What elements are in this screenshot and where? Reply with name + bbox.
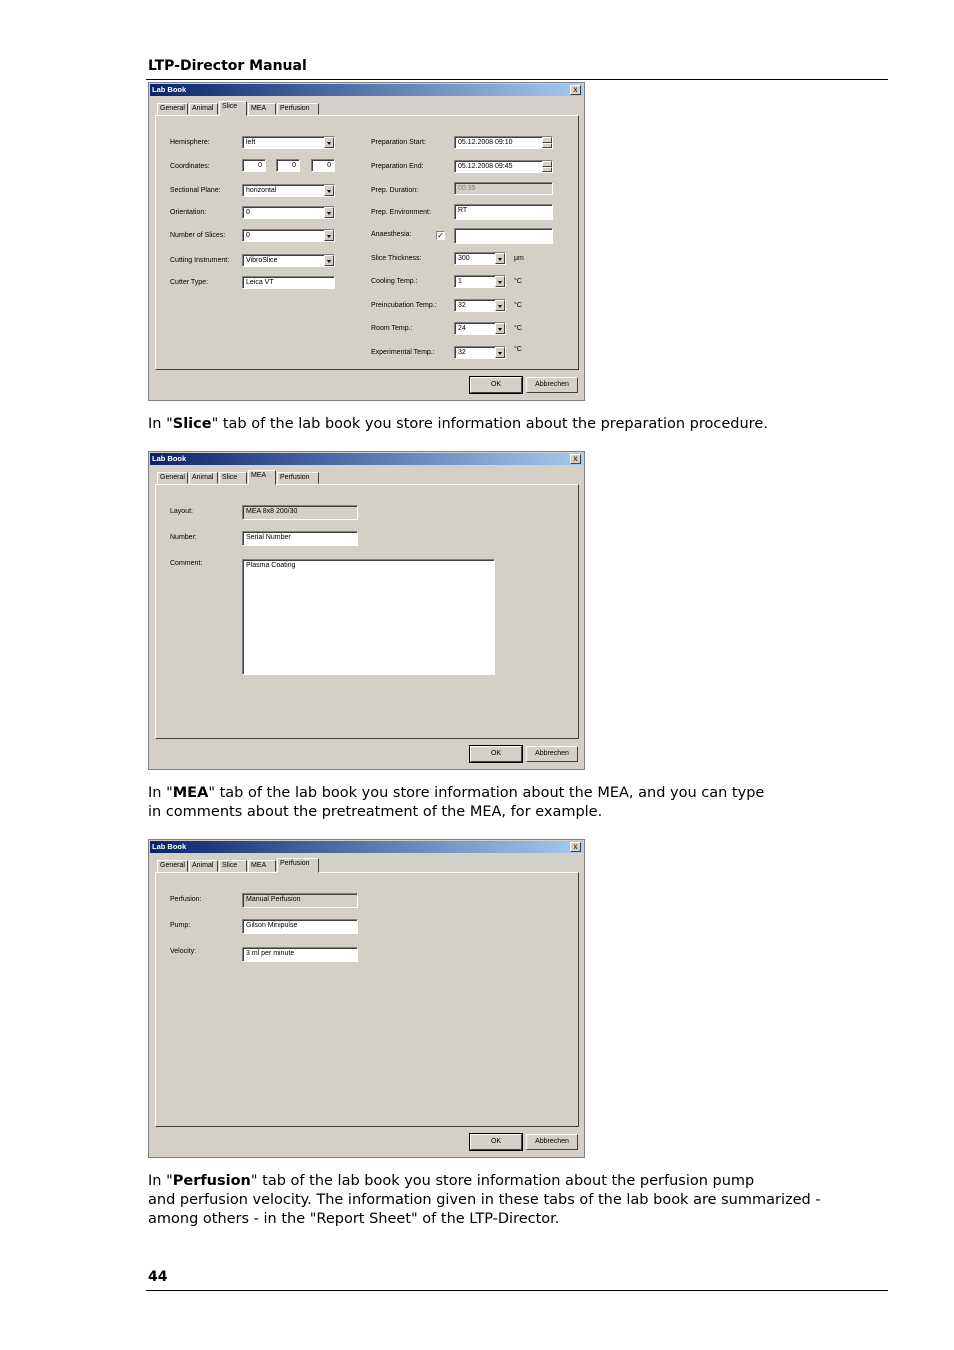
tab-slice[interactable]: Slice <box>219 472 247 484</box>
chevron-down-icon[interactable] <box>495 300 505 311</box>
tab-animal[interactable]: Animal <box>189 860 218 872</box>
tab-panel <box>155 115 579 370</box>
sectional-plane-value: horizontal <box>246 187 277 194</box>
emphasis: Slice <box>172 416 212 432</box>
tab-general[interactable]: General <box>157 860 188 872</box>
orientation-label: Orientation: <box>170 209 207 216</box>
cooling-temp-select[interactable] <box>454 275 506 288</box>
ok-button[interactable]: OK <box>470 1134 522 1150</box>
prep-end-label: Preparation End: <box>371 163 424 170</box>
close-icon[interactable]: x <box>570 85 581 95</box>
text: in comments about the pretreatment of the MEA, for example. <box>148 804 603 820</box>
sectional-plane-label: Sectional Plane: <box>170 187 221 194</box>
text: In " <box>148 416 173 432</box>
tab-perfusion[interactable]: Perfusion <box>277 103 319 115</box>
coordinate-y-field[interactable]: 0 <box>276 159 300 172</box>
ok-button[interactable]: OK <box>470 377 522 393</box>
tab-general[interactable]: General <box>157 472 188 484</box>
comment-textarea[interactable]: Plasma Coating <box>242 559 495 675</box>
text: In " <box>148 785 173 801</box>
header-rule <box>146 79 888 80</box>
number-of-slices-value: 0 <box>246 232 250 239</box>
title-bar <box>150 453 583 465</box>
number-of-slices-select[interactable] <box>242 229 335 242</box>
tab-mea[interactable]: MEA <box>248 860 276 872</box>
preincubation-temp-value: 32 <box>458 302 466 309</box>
chevron-down-icon[interactable] <box>495 253 505 264</box>
text: " tab of the lab book you store information about the MEA, and you can type <box>208 785 765 801</box>
coordinate-x-field[interactable]: 0 <box>242 159 266 172</box>
comment-label: Comment: <box>170 560 203 567</box>
tab-mea[interactable]: MEA <box>248 103 276 115</box>
cooling-temp-value: 1 <box>458 278 462 285</box>
room-temp-select[interactable] <box>454 322 506 335</box>
paragraph-slice <box>148 415 868 434</box>
text: and perfusion velocity. The information given in these tabs of the lab book are summarized - <box>148 1192 821 1208</box>
close-icon[interactable]: x <box>570 454 581 464</box>
text: " tab of the lab book you store information about the preparation procedure. <box>211 416 768 432</box>
hemisphere-value: left <box>246 139 256 146</box>
tab-general[interactable]: General <box>157 103 188 115</box>
dialog-title: Lab Book <box>152 454 187 463</box>
orientation-select[interactable] <box>242 206 335 219</box>
prep-environment-field[interactable]: RT <box>454 204 553 220</box>
layout-label: Layout: <box>170 508 193 515</box>
number-label: Number: <box>170 534 197 541</box>
cooling-temp-label: Cooling Temp.: <box>371 278 418 285</box>
running-header: LTP-Director Manual <box>148 58 307 74</box>
cutting-instrument-select[interactable] <box>242 254 335 267</box>
anaesthesia-checkbox[interactable]: ✓ <box>437 231 444 240</box>
perfusion-field: Manual Perfusion <box>242 893 358 908</box>
slice-thickness-value: 300 <box>458 255 470 262</box>
close-icon[interactable]: x <box>570 842 581 852</box>
paragraph-mea <box>148 784 868 822</box>
tab-mea[interactable]: MEA <box>248 470 276 485</box>
cooling-temp-unit: °C <box>514 278 522 285</box>
slice-thickness-label: Slice Thickness: <box>371 255 422 262</box>
cancel-button[interactable]: Abbrechen <box>526 746 578 762</box>
cancel-button[interactable]: Abbrechen <box>526 377 578 393</box>
coordinates-label: Coordinates: <box>170 163 210 170</box>
experimental-temp-label: Experimental Temp.: <box>371 349 435 356</box>
prep-duration-label: Prep. Duration: <box>371 187 419 194</box>
text: " tab of the lab book you store information about the perfusion pump <box>250 1173 755 1189</box>
anaesthesia-field[interactable] <box>454 228 553 244</box>
preincubation-temp-select[interactable] <box>454 299 506 312</box>
pump-field[interactable]: Gilson Minipulse <box>242 919 358 934</box>
title-bar <box>150 841 583 853</box>
emphasis: MEA <box>172 785 209 801</box>
chevron-down-icon[interactable] <box>324 230 334 241</box>
sectional-plane-select[interactable] <box>242 184 335 197</box>
tab-perfusion[interactable]: Perfusion <box>277 858 319 873</box>
preincubation-temp-unit: °C <box>514 302 522 309</box>
prep-start-value: 05.12.2008 09:10 <box>458 139 513 146</box>
perfusion-label: Perfusion: <box>170 896 202 903</box>
orientation-value: 0 <box>246 209 250 216</box>
room-temp-value: 24 <box>458 325 466 332</box>
cutter-type-field[interactable]: Leica VT <box>242 276 335 289</box>
chevron-down-icon[interactable] <box>495 276 505 287</box>
chevron-down-icon[interactable] <box>495 347 505 358</box>
cutter-type-label: Cutter Type: <box>170 279 209 286</box>
hemisphere-label: Hemisphere: <box>170 139 210 146</box>
tab-perfusion[interactable]: Perfusion <box>277 472 319 484</box>
velocity-label: Velocity: <box>170 948 197 955</box>
prep-start-label: Preparation Start: <box>371 139 426 146</box>
coordinate-z-field[interactable]: 0 <box>311 159 335 172</box>
experimental-temp-unit: °C <box>514 346 522 353</box>
cutting-instrument-value: VibroSlice <box>246 257 278 264</box>
spin-arrows-icon[interactable] <box>542 161 552 172</box>
cancel-button[interactable]: Abbrechen <box>526 1134 578 1150</box>
layout-field: MEA 8x8 200/30 <box>242 505 358 520</box>
spin-arrows-icon[interactable] <box>542 137 552 148</box>
pump-label: Pump: <box>170 922 191 929</box>
lab-book-dialog-slice <box>148 82 585 401</box>
chevron-down-icon[interactable] <box>495 323 505 334</box>
text: among others - in the "Report Sheet" of the LTP-Director. <box>148 1211 560 1227</box>
chevron-down-icon[interactable] <box>324 185 334 196</box>
cutting-instrument-label: Cutting Instrument: <box>170 257 230 264</box>
text: In " <box>148 1173 173 1189</box>
tab-panel <box>155 484 579 739</box>
title-bar <box>150 84 583 96</box>
hemisphere-select[interactable] <box>242 136 335 149</box>
room-temp-unit: °C <box>514 325 522 332</box>
tab-panel <box>155 872 579 1127</box>
page-number: 44 <box>148 1269 168 1285</box>
ok-button[interactable]: OK <box>470 746 522 762</box>
dialog-title: Lab Book <box>152 85 187 94</box>
number-of-slices-label: Number of Slices: <box>170 232 226 239</box>
chevron-down-icon[interactable] <box>324 137 334 148</box>
experimental-temp-select[interactable] <box>454 346 506 359</box>
chevron-down-icon[interactable] <box>324 255 334 266</box>
slice-thickness-select[interactable] <box>454 252 506 265</box>
number-field[interactable]: Serial Number <box>242 531 358 546</box>
prep-environment-label: Prep. Environment: <box>371 209 431 216</box>
room-temp-label: Room Temp.: <box>371 325 413 332</box>
footer-rule <box>146 1290 888 1291</box>
lab-book-dialog-perfusion <box>148 839 585 1158</box>
anaesthesia-label: Anaesthesia: <box>371 231 412 238</box>
slice-thickness-unit: µm <box>514 255 524 262</box>
preincubation-temp-label: Preincubation Temp.: <box>371 302 437 309</box>
lab-book-dialog-mea <box>148 451 585 770</box>
velocity-field[interactable]: 3 ml per minute <box>242 947 358 962</box>
tab-animal[interactable]: Animal <box>189 472 218 484</box>
prep-end-value: 05.12.2008 09:45 <box>458 163 513 170</box>
tab-slice[interactable]: Slice <box>219 101 247 116</box>
tab-slice[interactable]: Slice <box>219 860 247 872</box>
dialog-title: Lab Book <box>152 842 187 851</box>
chevron-down-icon[interactable] <box>324 207 334 218</box>
paragraph-perfusion <box>148 1172 868 1229</box>
emphasis: Perfusion <box>172 1173 251 1189</box>
experimental-temp-value: 32 <box>458 349 466 356</box>
prep-end-field[interactable] <box>454 160 553 173</box>
prep-start-field[interactable] <box>454 136 553 149</box>
tab-animal[interactable]: Animal <box>189 103 218 115</box>
prep-duration-field: 00:35 <box>454 182 553 195</box>
